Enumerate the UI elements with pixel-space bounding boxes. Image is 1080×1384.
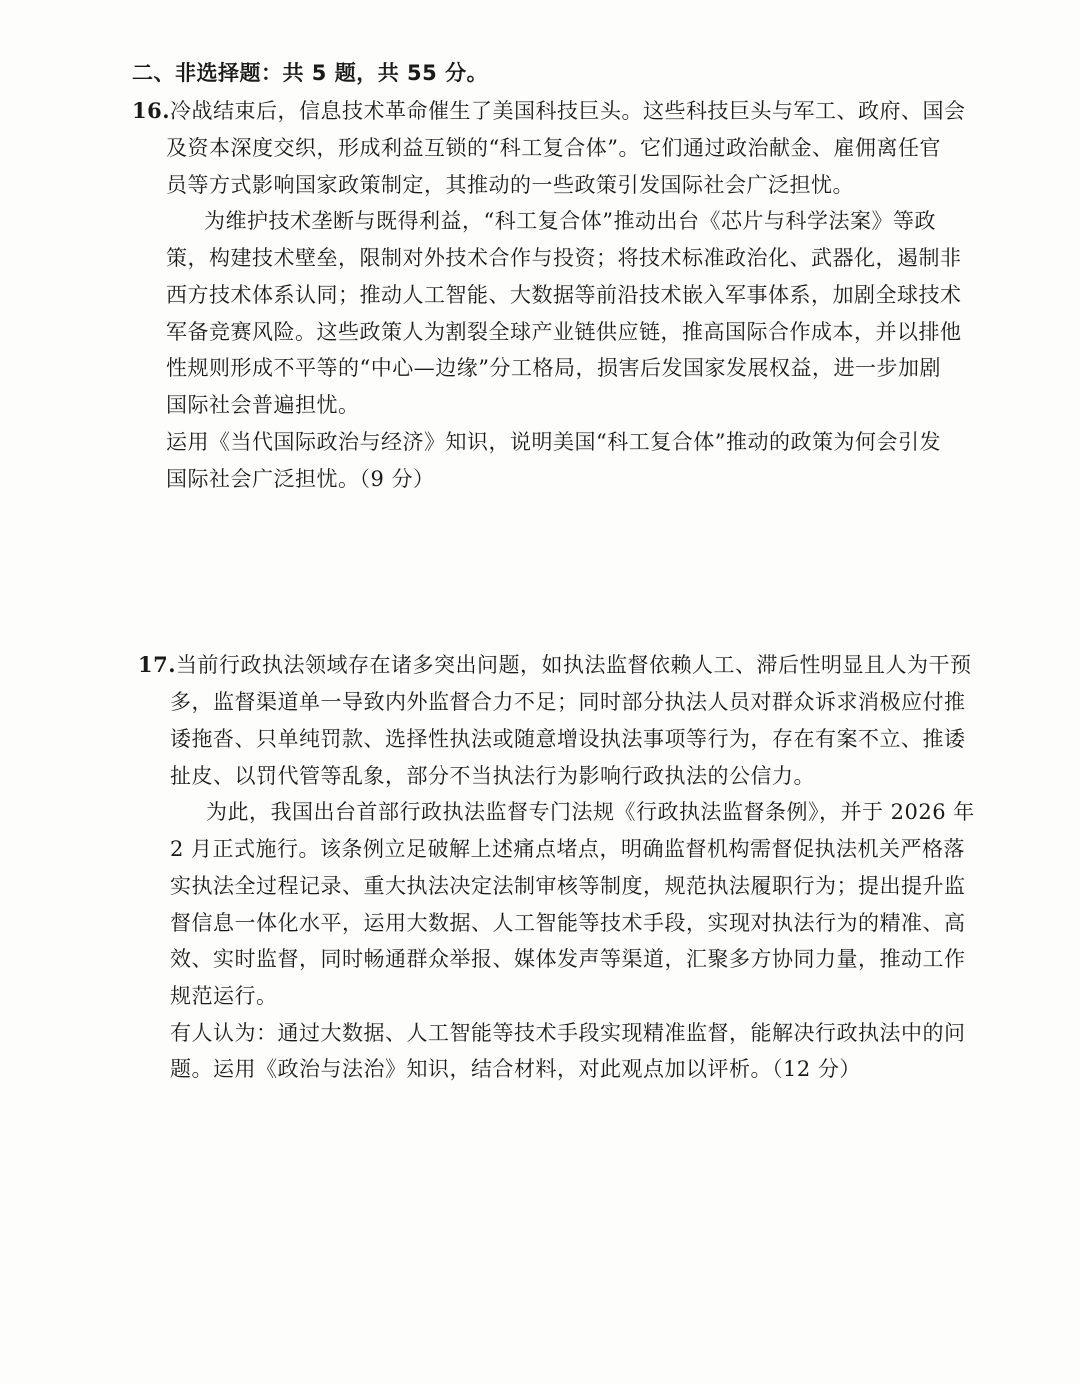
q16-line-6: 西方技术体系认同；推动人工智能、大数据等前沿技术嵌入军事体系，加剧全球技术	[166, 283, 962, 307]
q16-line-5: 策，构建技术壁垒，限制对外技术合作与投资；将技术标准政治化、武器化，遏制非	[166, 246, 962, 270]
q17-line-9: 效、实时监督，同时畅通群众举报、媒体发声等渠道，汇聚多方协同力量，推动工作	[170, 947, 966, 971]
q16-line-8: 性规则形成不平等的“中心—边缘”分工格局，损害后发国家发展权益，进一步加剧	[166, 356, 941, 380]
q17-line-12: 题。运用《政治与法治》知识，结合材料，对此观点加以评析。（12 分）	[170, 1057, 861, 1081]
q16-line-3: 员等方式影响国家政策制定，其推动的一些政策引发国际社会广泛担忧。	[166, 173, 854, 197]
q16-line-9: 国际社会普遍担忧。	[166, 393, 360, 417]
q16-line-7: 军备竞赛风险。这些政策人为割裂全球产业链供应链，推高国际合作成本，并以排他	[166, 320, 962, 344]
q17-line-10: 规范运行。	[170, 984, 278, 1008]
q16-line-4: 为维护技术垄断与既得利益，“科工复合体”推动出台《芯片与科学法案》等政	[204, 209, 936, 233]
q17-number: 17.	[138, 652, 177, 677]
q16-line-11: 国际社会广泛担忧。（9 分）	[166, 467, 435, 491]
q17-line-6: 2 月正式施行。该条例立足破解上述痛点堵点，明确监督机构需督促执法机关严格落	[170, 837, 966, 861]
q17-text: 当前行政执法领域存在诸多突出问题，如执法监督依赖人工、滞后性明显且人为干预	[176, 653, 972, 677]
q17-line-8: 督信息一体化水平，运用大数据、人工智能等技术手段，实现对执法行为的精准、高	[170, 911, 966, 935]
q17-line-7: 实执法全过程记录、重大执法决定法制审核等制度，规范执法履职行为；提出提升监	[170, 874, 966, 898]
q17-line-11: 有人认为：通过大数据、人工智能等技术手段实现精准监督，能解决行政执法中的问	[170, 1021, 966, 1045]
q17-line-3: 诿拖沓、只单纯罚款、选择性执法或随意增设执法事项等行为，存在有案不立、推诿	[170, 727, 966, 751]
q16-number: 16.	[132, 98, 171, 123]
q16-text: 冷战结束后，信息技术革命催生了美国科技巨头。这些科技巨头与军工、政府、国会	[170, 99, 966, 123]
q17-line-2: 多，监督渠道单一导致内外监督合力不足；同时部分执法人员对群众诉求消极应付推	[170, 690, 966, 714]
section-heading: 二、非选择题：共 5 题，共 55 分。	[132, 61, 489, 85]
q16-line-10: 运用《当代国际政治与经济》知识，说明美国“科工复合体”推动的政策为何会引发	[166, 430, 941, 454]
q17-line-1	[138, 650, 972, 680]
q16-line-1	[132, 96, 966, 126]
q17-line-4: 扯皮、以罚代管等乱象，部分不当执法行为影响行政执法的公信力。	[170, 764, 815, 788]
q16-line-2: 及资本深度交织，形成利益互锁的“科工复合体”。它们通过政治献金、雇佣离任官	[166, 136, 941, 160]
q17-line-5: 为此，我国出台首部行政执法监督专门法规《行政执法监督条例》，并于 2026 年	[206, 800, 975, 824]
